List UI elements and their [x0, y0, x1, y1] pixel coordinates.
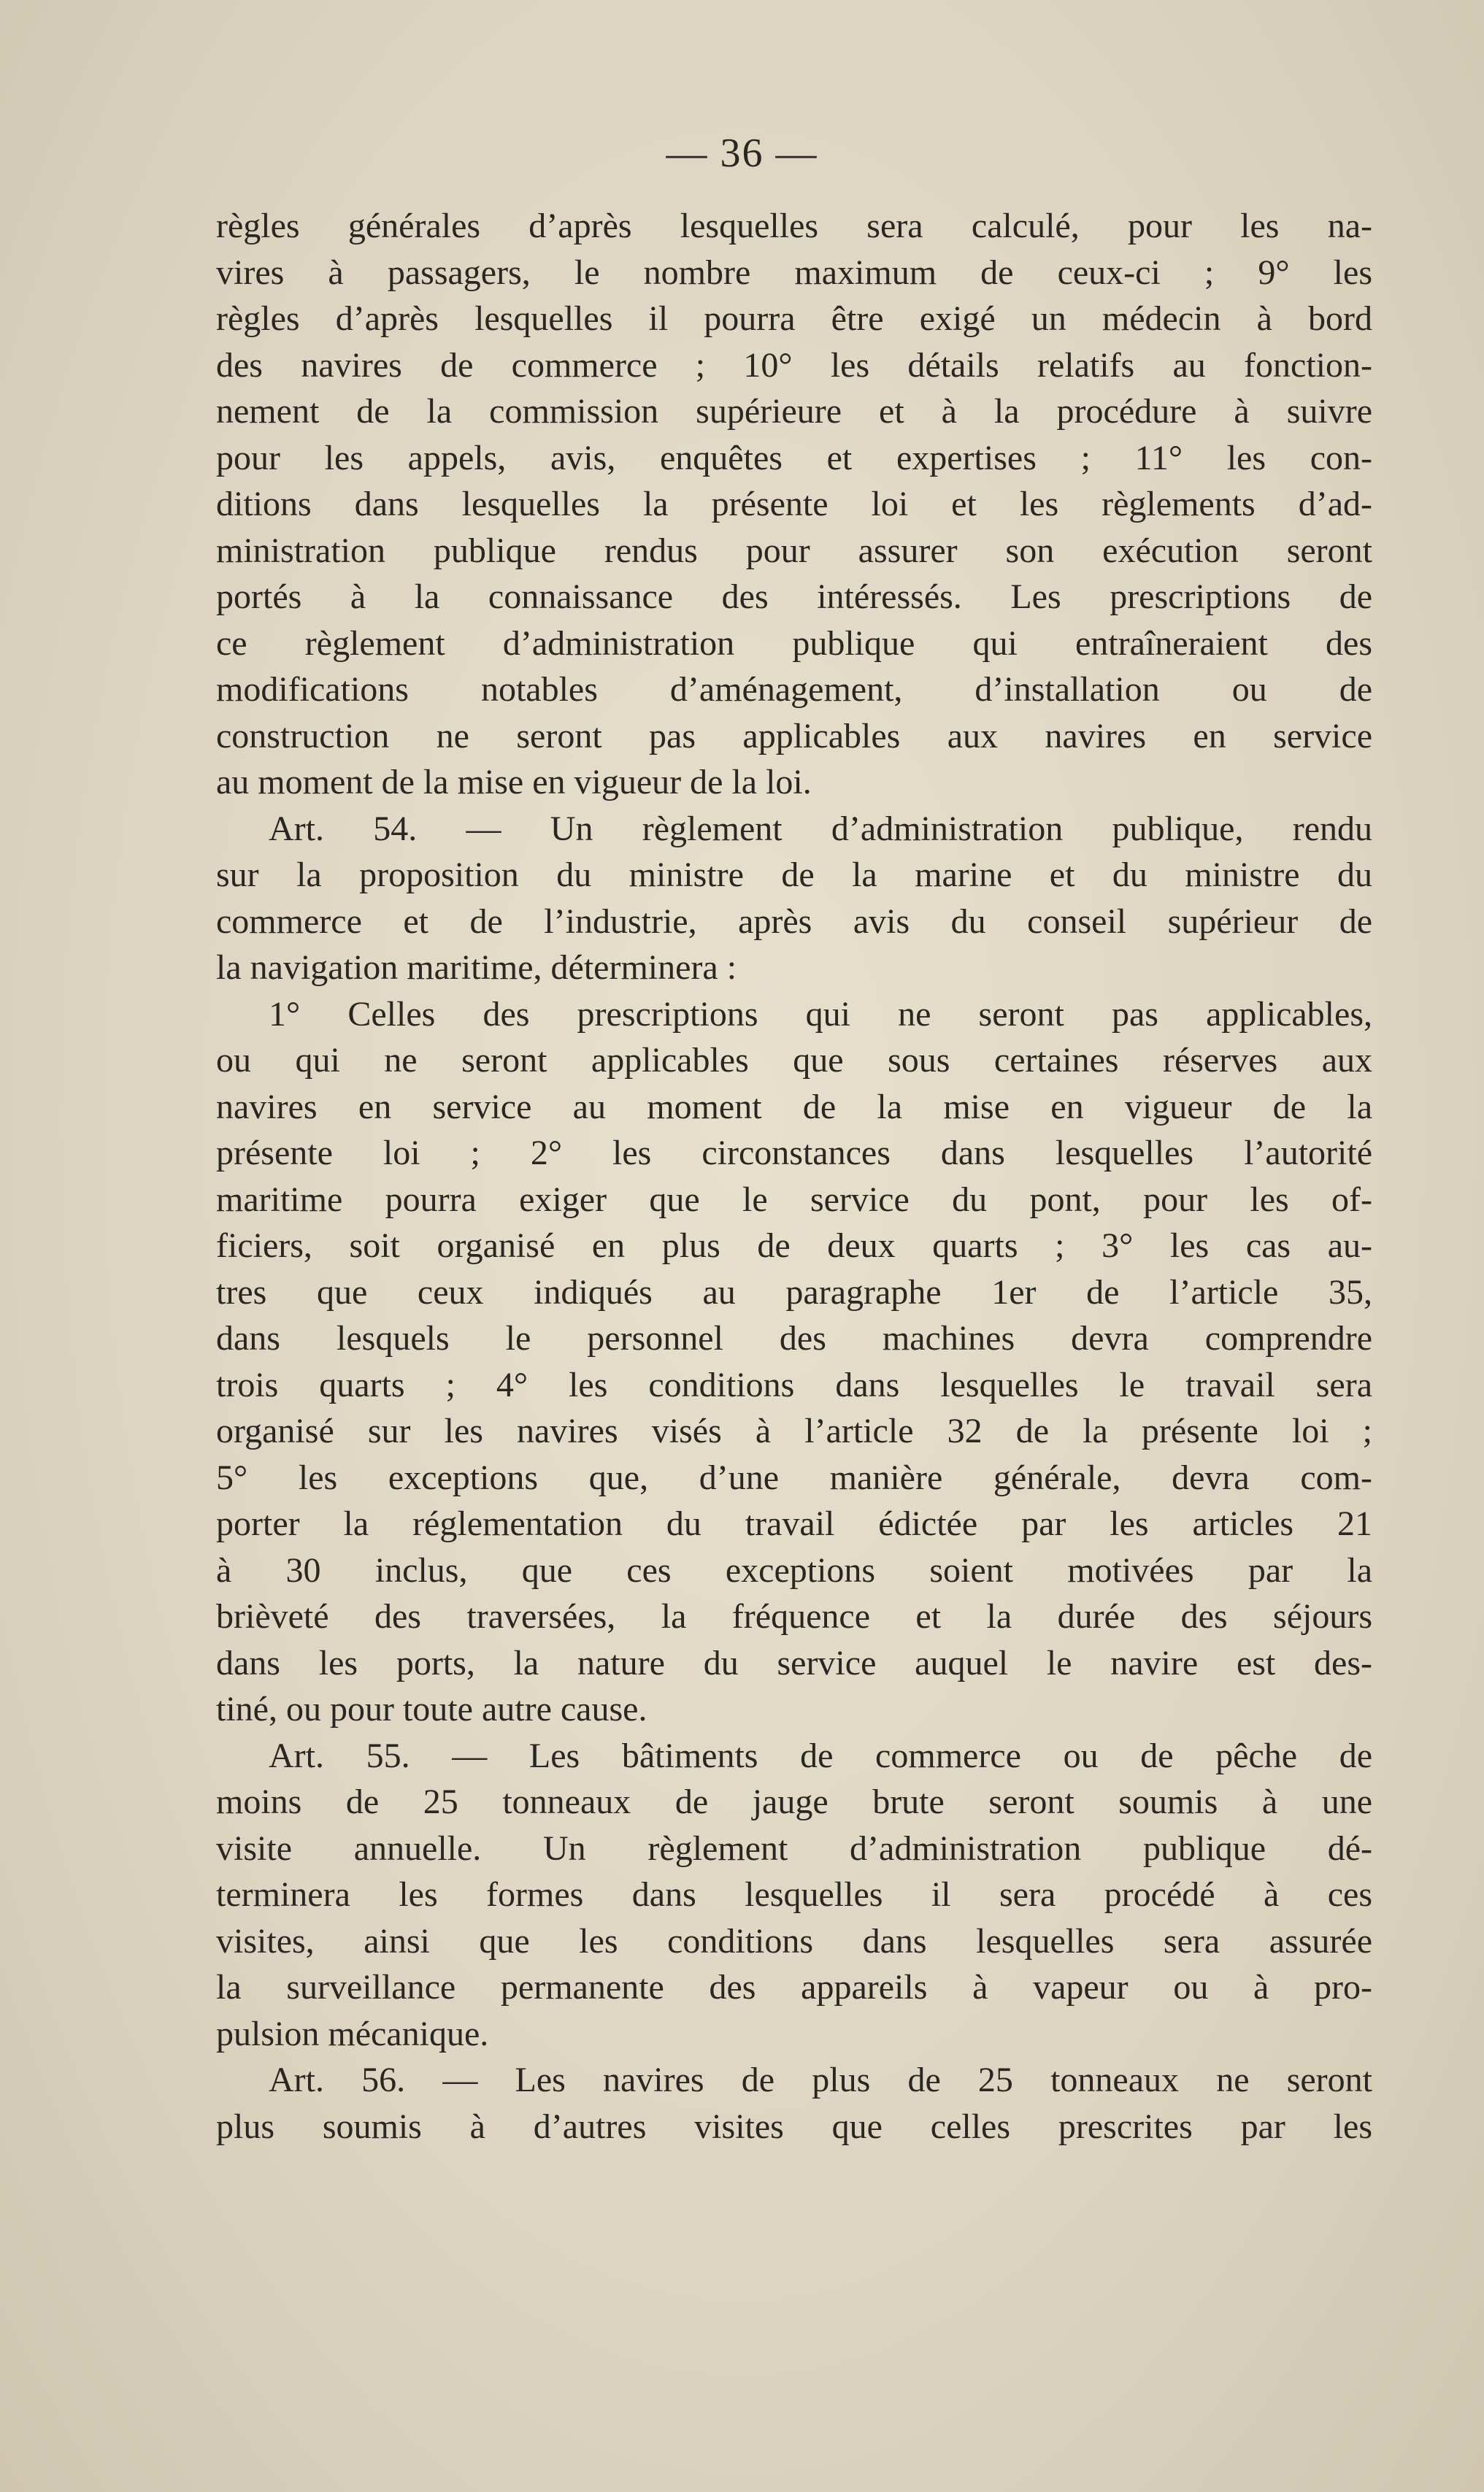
text-line: ditions dans lesquelles la présente loi et les règlements d’ad-	[216, 485, 1372, 523]
text-line: moins de 25 tonneaux de jauge brute seront soumis à une	[216, 1783, 1372, 1821]
text-line: construction ne seront pas applicables aux navires en service	[216, 716, 1372, 755]
page-number: — 36 —	[666, 131, 818, 176]
text-line: Art. 55. — Les bâtiments de commerce ou de pêche de	[269, 1736, 1372, 1775]
text-line: nement de la commission supérieure et à la procédure à suivre	[216, 392, 1372, 431]
text-line: ce règlement d’administration publique qui entraîneraient des	[216, 623, 1372, 663]
text-line: pulsion mécanique.	[216, 2014, 489, 2053]
text-line: ficiers, soit organisé en plus de deux quarts ; 3° les cas au-	[216, 1226, 1372, 1265]
text-line: pour les appels, avis, enquêtes et expertises ; 11° les con-	[216, 438, 1372, 477]
text-line: tiné, ou pour toute autre cause.	[216, 1690, 647, 1728]
text-line: règles générales d’après lesquelles sera calculé, pour les na-	[216, 207, 1372, 245]
text-line: présente loi ; 2° les circonstances dans lesquelles l’autorité	[216, 1134, 1372, 1172]
text-line: terminera les formes dans lesquelles il sera procédé à ces	[216, 1875, 1372, 1914]
text-line: 1° Celles des prescriptions qui ne seront pas applicables,	[269, 994, 1372, 1034]
text-line: organisé sur les navires visés à l’article 32 de la présente loi ;	[216, 1412, 1372, 1450]
text-line: sur la proposition du ministre de la marine et du ministre du	[216, 855, 1372, 894]
text-line: dans les ports, la nature du service auquel le navire est des-	[216, 1643, 1372, 1683]
text-line: la surveillance permanente des appareils à vapeur ou à pro-	[216, 1968, 1372, 2007]
text-line: trois quarts ; 4° les conditions dans lesquelles le travail sera	[216, 1365, 1372, 1404]
text-line: maritime pourra exiger que le service du pont, pour les of-	[216, 1180, 1372, 1219]
text-line: Art. 54. — Un règlement d’administration publique, rendu	[269, 809, 1372, 848]
text-line: au moment de la mise en vigueur de la loi.	[216, 763, 812, 801]
text-line: portés à la connaissance des intéressés. Les prescriptions de	[216, 577, 1372, 616]
text-line: tres que ceux indiqués au paragraphe 1er de l’article 35,	[216, 1272, 1372, 1312]
text-line: la navigation maritime, déterminera :	[216, 948, 737, 987]
text-line: ou qui ne seront applicables que sous certaines réserves aux	[216, 1041, 1372, 1080]
text-line: à 30 inclus, que ces exceptions soient motivées par la	[216, 1550, 1372, 1590]
text-line: navires en service au moment de la mise en vigueur de la	[216, 1087, 1372, 1126]
text-line: des navires de commerce ; 10° les détails relatifs au fonction-	[216, 345, 1372, 385]
text-line: ministration publique rendus pour assurer son exécution seront	[216, 531, 1372, 570]
text-line: plus soumis à d’autres visites que celles prescrites par les	[216, 2107, 1372, 2146]
text-line: règles d’après lesquelles il pourra être exigé un médecin à bord	[216, 299, 1372, 338]
text-line: visite annuelle. Un règlement d’administration publique dé-	[216, 1828, 1372, 1868]
text-line: brièveté des traversées, la fréquence et la durée des séjours	[216, 1597, 1372, 1636]
text-line: modifications notables d’aménagement, d’installation ou de	[216, 670, 1372, 709]
text-line: Art. 56. — Les navires de plus de 25 tonneaux ne seront	[269, 2061, 1372, 2099]
text-line: visites, ainsi que les conditions dans lesquelles sera assurée	[216, 1921, 1372, 1961]
text-line: porter la réglementation du travail édictée par les articles 21	[216, 1504, 1372, 1543]
text-line: commerce et de l’industrie, après avis du conseil supérieur de	[216, 901, 1372, 941]
text-line: dans lesquels le personnel des machines devra comprendre	[216, 1319, 1372, 1358]
text-line: 5° les exceptions que, d’une manière générale, devra com-	[216, 1458, 1372, 1497]
text-line: vires à passagers, le nombre maximum de ceux-ci ; 9° les	[216, 253, 1372, 292]
body-text	[216, 203, 1372, 2150]
